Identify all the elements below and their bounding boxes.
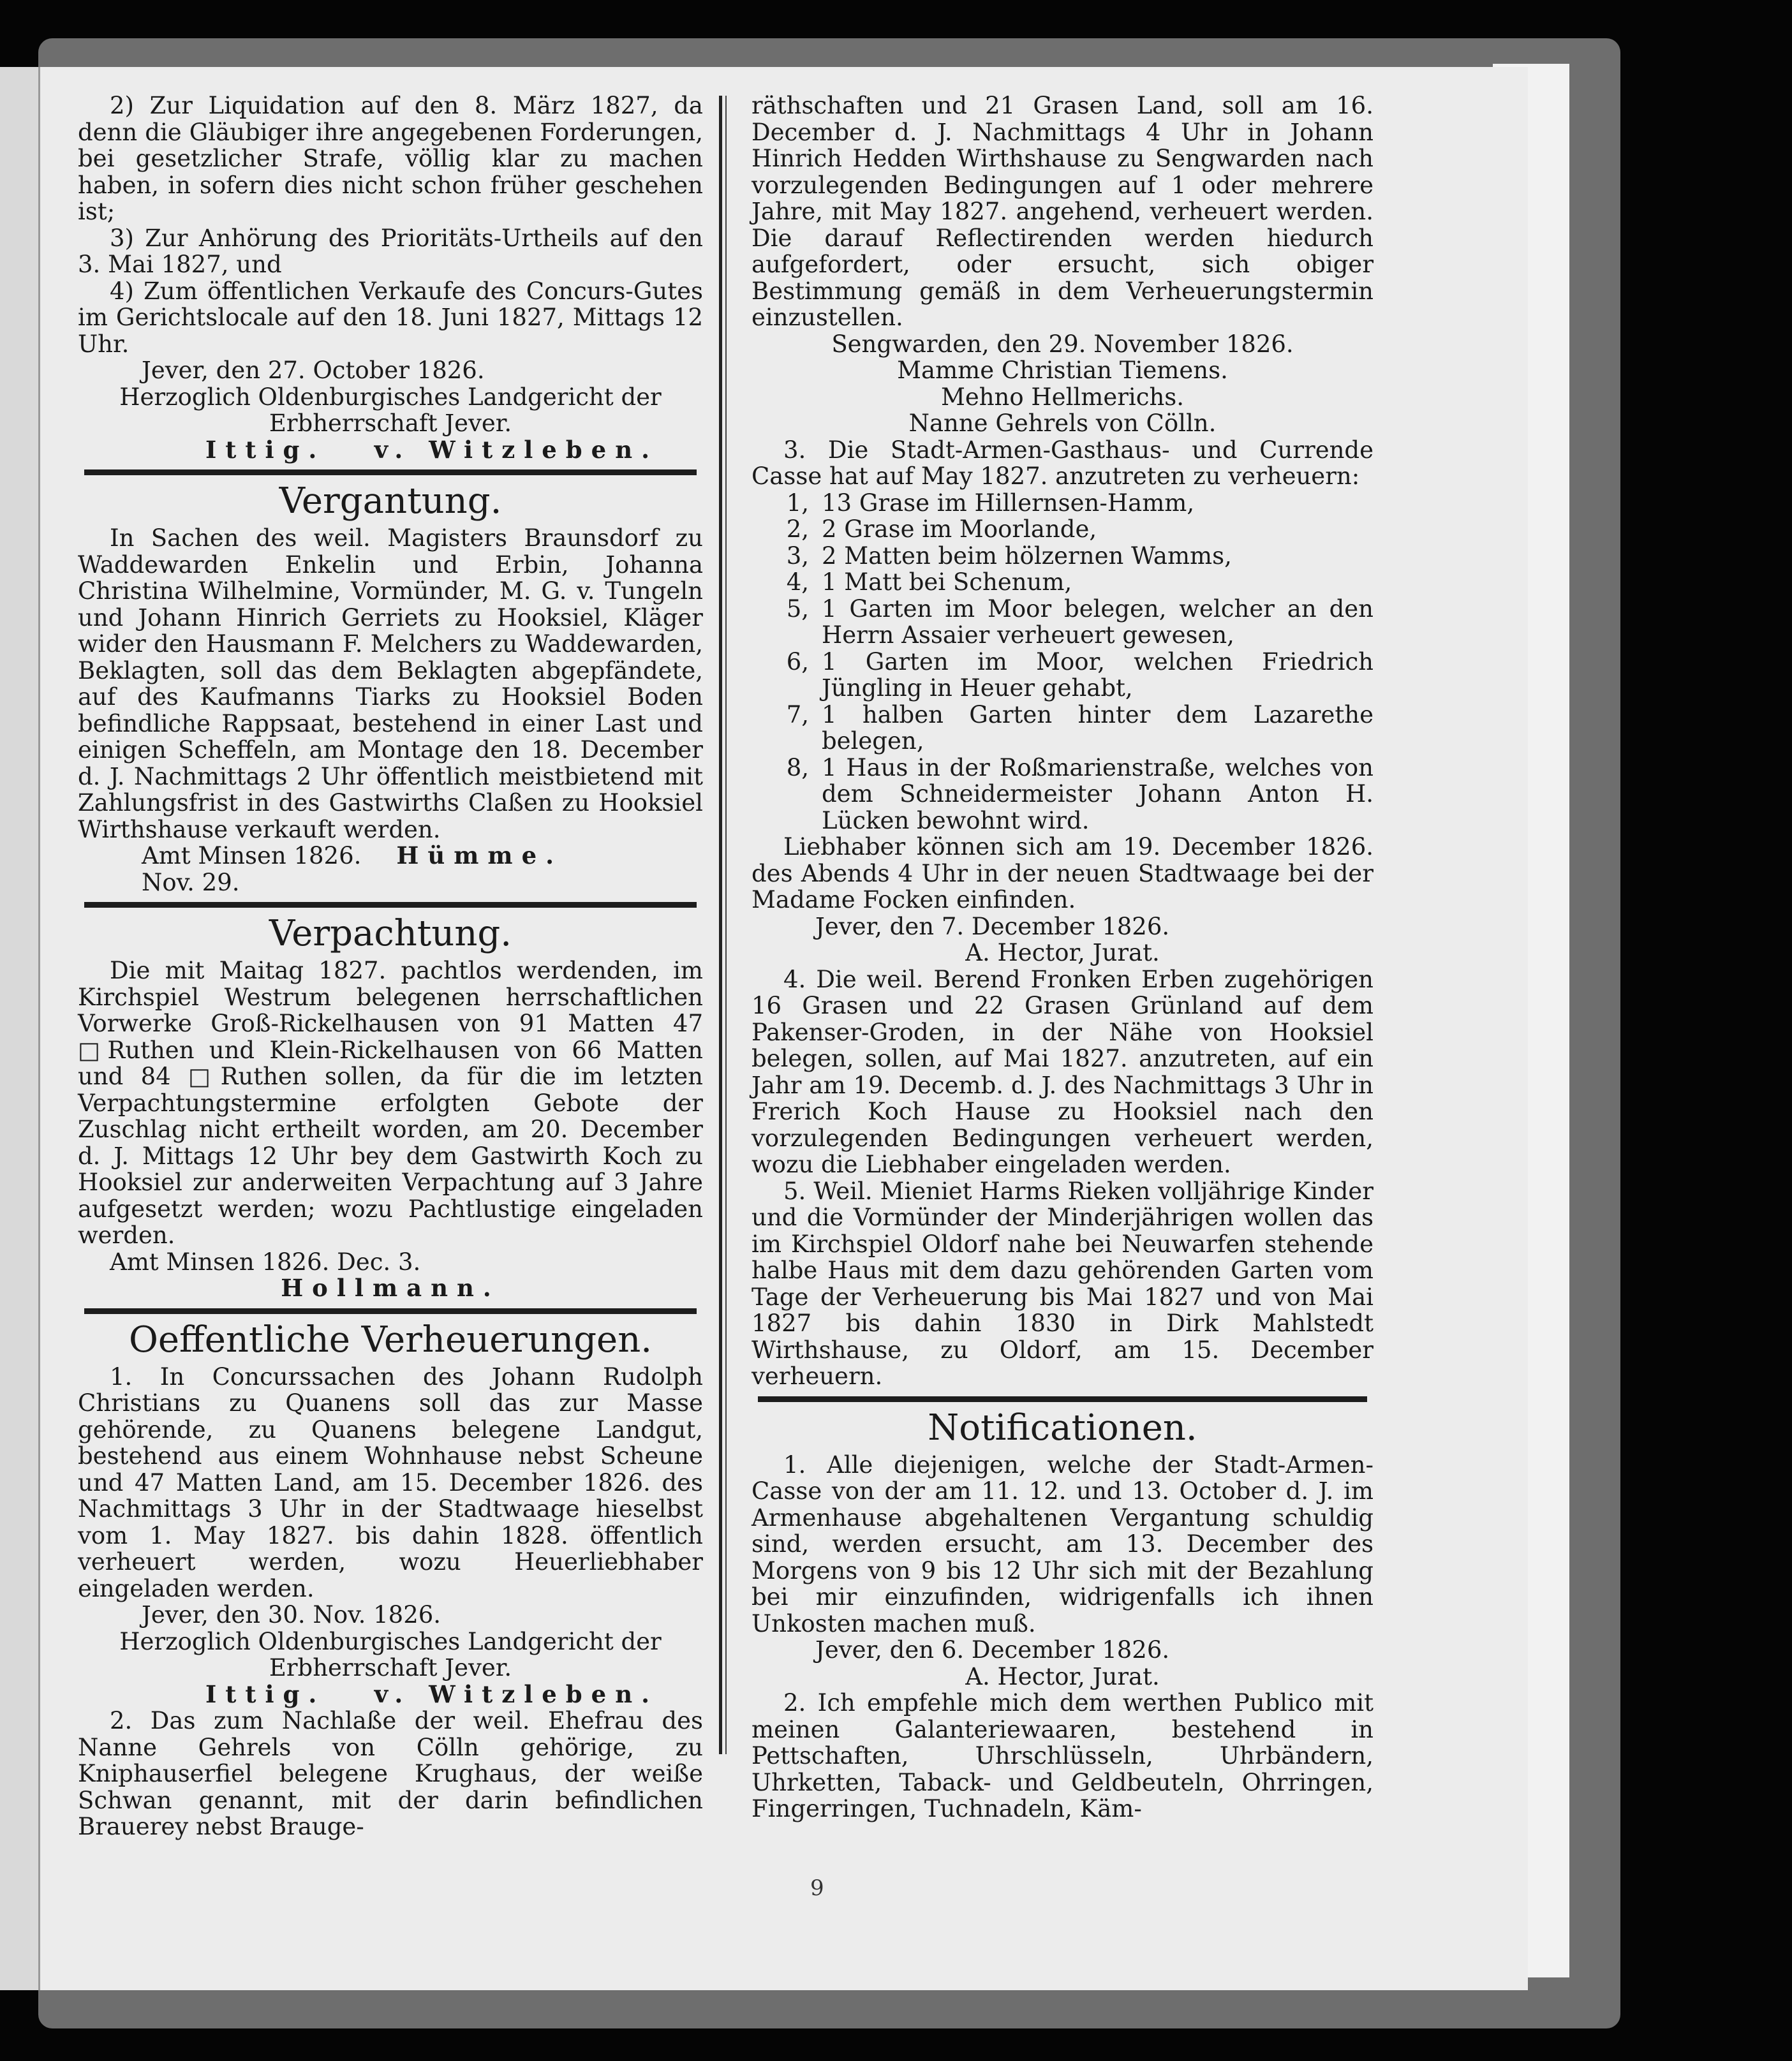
- dateline: Jever, den 27. October 1826.: [142, 357, 485, 384]
- list-item: 4, 1 Matt bei Schenum,: [786, 568, 1072, 596]
- signature-name: A. Hector, Jurat.: [965, 939, 1160, 966]
- signature-name: Hollmann.: [281, 1274, 500, 1302]
- dateline: Amt Minsen 1826. Dec. 3.: [110, 1248, 421, 1276]
- signature-name: Mehno Hellmerichs.: [940, 383, 1185, 411]
- dateline: Jever, den 7. December 1826.: [815, 912, 1170, 940]
- page-number: 9: [810, 1875, 824, 1901]
- list-item: 7, 1 halben Garten hinter dem Lazarethe belegen,: [786, 700, 1374, 755]
- text-block: Die mit Maitag 1827. pachtlos werdenden, im Kirchspiel Westrum belegenen herrschaftlichen Vorwerke Groß-Rickelhausen von 91 Matten 47 □Ruthen und Klein-Rickelhausen von 66 Matten und 84 □Ruthen sollen, da für die im letzten Verpachtungstermine erfolgten Gebote der Zuschlag nicht ertheilt worden, am 20. December d. J. Mittags 12 Uhr bey dem Gastwirth Koch zu Hooksiel zur anderweiten Verpachtung auf 3 Jahre aufgesetzt werden; wozu Pachtlustige eingeladen werden.: [78, 957, 703, 1249]
- section-heading: Vergantung.: [279, 480, 502, 522]
- book-spine: [0, 67, 40, 1990]
- section-divider: [84, 902, 697, 908]
- left-column: [78, 92, 703, 1840]
- text-block: 1. In Concurssachen des Johann Rudolph Christians zu Quanens soll das zur Masse gehörende, zu Quanens belegene Landgut, bestehend aus einem Wohnhause nebst Scheune und 47 Matten Land, am 15. December 1826. des Nachmittags 3 Uhr in der Stadtwaage hieselbst vom 1. May 1827. bis dahin 1828. öffentlich verheuert werden, wozu Heuerliebhaber eingeladen werden.: [78, 1363, 703, 1602]
- text-block: 2) Zur Liquidation auf den 8. März 1827, da denn die Gläubiger ihre angegebenen Forderungen, bei gesetzlicher Strafe, völlig klar zu machen haben, in sofern dies nicht schon früher geschehen ist;: [78, 92, 703, 225]
- text-block: 3. Die Stadt-Armen-Gasthaus- und Currende Casse hat auf May 1827. anzutreten zu verheuern:: [752, 436, 1374, 490]
- section-divider: [758, 1396, 1367, 1402]
- signature-name: v. Witzleben.: [374, 435, 658, 464]
- signature-name: Mamme Christian Tiemens.: [897, 357, 1228, 384]
- list-item: 3, 2 Matten beim hölzernen Wamms,: [786, 542, 1232, 570]
- column-divider: [719, 96, 722, 1754]
- section-heading: Verpachtung.: [269, 913, 512, 954]
- list-item: 8, 1 Haus in der Roßmarienstraße, welches von dem Schneidermeister Johann Anton H. Lücken bewohnt wird.: [786, 753, 1374, 834]
- text-block: In Sachen des weil. Magisters Braunsdorf zu Waddewarden Enkelin und Erbin, Johanna Christina Wilhelmine, Vormünder, M. G. v. Tungeln und Johann Hinrich Gerriets zu Hooksiel, Kläger wider den Hausmann F. Melchers zu Waddewarden, Beklagten, soll das dem Beklagten abgepfändete, auf des Kaufmanns Tiarks zu Hooksiel Boden befindliche Rappsaat, bestehend in einer Last und einigen Scheffeln, am Montage den 18. December d. J. Nachmittags 2 Uhr öffentlich meistbietend mit Zahlungsfrist in des Gastwirths Claßen zu Hooksiel Wirthshause verkauft werden.: [78, 524, 703, 843]
- right-column: [752, 92, 1374, 1822]
- list-item: 5, 1 Garten im Moor belegen, welcher an den Herrn Assaier verheuert gewesen,: [786, 595, 1374, 649]
- dateline: Sengwarden, den 29. November 1826.: [831, 330, 1294, 358]
- text-block: 2. Das zum Nachlaße der weil. Ehefrau des Nanne Gehrels von Cölln gehörige, zu Kniphauserfiel belegene Krughaus, der weiße Schwan genannt, mit der darin befindlichen Brauerey nebst Brauge-: [78, 1707, 703, 1840]
- column-divider: [725, 96, 727, 1754]
- text-block: 4. Die weil. Berend Fronken Erben zugehörigen 16 Grasen und 22 Grasen Grünland auf dem Pakenser-Groden, in der Nähe von Hooksiel belegen, sollen, auf Mai 1827. anzutreten, auf ein Jahr am 19. Decemb. d. J. des Nachmittags 3 Uhr in Frerich Koch Hause zu Hooksiel nach den vorzulegenden Bedingungen verheuert werden, wozu die Liebhaber eingeladen werden.: [752, 965, 1374, 1178]
- section-divider: [84, 469, 697, 475]
- text-block: 1. Alle diejenigen, welche der Stadt-Armen-Casse von der am 11. 12. und 13. October d. J. im Armenhause abgehaltenen Vergantung schuldig sind, werden ersucht, am 13. December des Morgens von 9 bis 12 Uhr sich mit der Bezahlung bei mir einzufinden, widrigenfalls ich ihnen Unkosten machen muß.: [752, 1451, 1374, 1637]
- text-block: 5. Weil. Mieniet Harms Rieken volljährige Kinder und die Vormünder der Minderjährigen wollen das im Kirchspiel Oldorf nahe bei Neuwarfen stehende halbe Haus mit dem dazu gehörenden Garten vom Tage der Verheuerung bis Mai 1827 und von Mai 1827 bis dahin 1830 in Dirk Mahlstedt Wirthshause, zu Oldorf, am 15. December verheuern.: [752, 1177, 1374, 1390]
- section-heading: Oeffentliche Verheuerungen.: [128, 1319, 653, 1361]
- court-signature: Herzoglich Oldenburgisches Landgericht der Erbherrschaft Jever.: [119, 383, 662, 437]
- text-block: räthschaften und 21 Grasen Land, soll am 16. December d. J. Nachmittags 4 Uhr in Johann Hinrich Hedden Wirthshause zu Sengwarden nach vorzulegenden Bedingungen auf 1 oder mehrere Jahre, mit May 1827. angehend, verheuert werden. Die darauf Reflectirenden werden hiedurch aufgefordert, oder ersucht, sich obiger Bestimmung gemäß in dem Verheuerungstermin einzustellen.: [752, 92, 1374, 331]
- text-block: 3) Zur Anhörung des Prioritäts-Urtheils auf den 3. Mai 1827, und: [78, 224, 703, 278]
- text-block: 4) Zum öffentlichen Verkaufe des Concurs-Gutes im Gerichtslocale auf den 18. Juni 1827, Mittags 12 Uhr.: [78, 277, 703, 358]
- dateline: Jever, den 30. Nov. 1826.: [142, 1601, 441, 1629]
- signature-name: v. Witzleben.: [374, 1680, 658, 1708]
- section-divider: [84, 1308, 697, 1314]
- text-block: Liebhaber können sich am 19. December 1826. des Abends 4 Uhr in der neuen Stadtwaage bei der Madame Focken einfinden.: [752, 833, 1374, 913]
- court-signature: Herzoglich Oldenburgisches Landgericht der Erbherrschaft Jever.: [119, 1627, 662, 1681]
- signature-name: A. Hector, Jurat.: [965, 1662, 1160, 1690]
- list-item: 2, 2 Grase im Moorlande,: [786, 515, 1097, 543]
- rental-list: [752, 490, 1374, 834]
- text-block: 2. Ich empfehle mich dem werthen Publico mit meinen Galanteriewaaren, bestehend in Pettschaften, Uhrschlüsseln, Uhrbändern, Uhrketten, Taback- und Geldbeuteln, Ohrringen, Fingerringen, Tuchnadeln, Käm-: [752, 1689, 1374, 1822]
- list-item: 6, 1 Garten im Moor, welchen Friedrich Jüngling in Heuer gehabt,: [786, 647, 1374, 702]
- dateline: Amt Minsen 1826. Nov. 29.: [142, 842, 362, 896]
- section-heading: Notificationen.: [928, 1407, 1197, 1449]
- dateline: Jever, den 6. December 1826.: [815, 1636, 1170, 1664]
- list-item: 1, 13 Grase im Hillernsen-Hamm,: [786, 489, 1195, 517]
- signature-name: Ittig.: [205, 435, 326, 464]
- signature-name: Nanne Gehrels von Cölln.: [908, 410, 1217, 437]
- signature-name: Ittig.: [205, 1680, 326, 1708]
- signature-name: Hümme.: [396, 841, 563, 869]
